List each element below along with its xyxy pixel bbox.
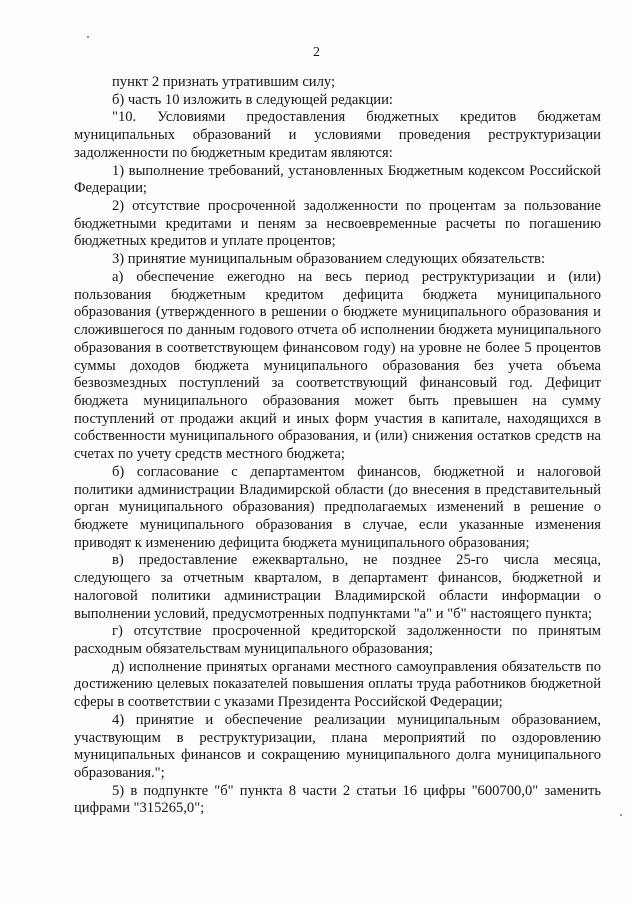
scan-speck <box>87 36 89 38</box>
paragraph: 3) принятие муниципальным образованием следующих обязательств: <box>112 251 546 268</box>
document-body <box>74 74 601 818</box>
paragraph: б) согласование с департаментом финансов, бюджетной и налоговой политики администрации Владимирской области (до внесения в представительный орган муниципального образования) предполагаемых изменений в решение о бюджете муниципального образования в случае, если указанные изменения приводят к изменению дефицита бюджета муниципального образования; <box>74 463 601 551</box>
paragraph: д) исполнение принятых органами местного самоуправления обязательств по достижению целевых показателей повышения оплаты труда работников бюджетной сферы в соответствии с указами Президента Российской Федерации; <box>74 658 601 711</box>
paragraph: 4) принятие и обеспечение реализации муниципальным образованием, участвующим в реструктуризации, плана мероприятий по оздоровлению муниципальных финансов и сокращению муниципального долга муниципального образования."; <box>74 711 601 782</box>
scan-speck <box>620 814 622 816</box>
paragraph: а) обеспечение ежегодно на весь период реструктуризации и (или) пользования бюджетным кредитом дефицита бюджета муниципального образования (утвержденного в решении о бюджете муниципального образования и сложившегося по данным годового отчета об исполнении бюджета муниципального образования в соответствующем финансовом году) на уровне не более 5 процентов суммы доходов бюджета муниципального образования без учета объема безвозмездных поступлений за соответствующий финансовый год. Дефицит бюджета муниципального образования может быть превышен на сумму поступлений от продажи акций и иных форм участия в капитале, находящихся в собственности муниципального образования, и (или) снижения остатков средств на счетах по учету средств местного бюджета; <box>74 268 601 463</box>
paragraph: 1) выполнение требований, установленных Бюджетным кодексом Российской Федерации; <box>74 162 601 197</box>
paragraph: 2) отсутствие просроченной задолженности по процентам за пользование бюджетными кредитами и пеням за несвоевременные расчеты по погашению бюджетных кредитов и уплате процентов; <box>74 198 601 250</box>
paragraph: 5) в подпункте "б" пункта 8 части 2 статьи 16 цифры "600700,0" заменить цифрами "315265,0"; <box>74 782 601 817</box>
paragraph: в) предоставление ежеквартально, не позднее 25-го числа месяца, следующего за отчетным кварталом, в департамент финансов, бюджетной и налоговой политики администрации Владимирской области информации о выполнении условий, предусмотренных подпунктами "а" и "б" настоящего пункта; <box>74 552 601 622</box>
page-number: 2 <box>313 45 320 60</box>
paragraph: г) отсутствие просроченной кредиторской задолженности по принятым расходным обязательствам муниципального образования; <box>74 623 601 657</box>
paragraph: "10. Условиями предоставления бюджетных кредитов бюджетам муниципальных образований и условиями проведения реструктуризации задолженности по бюджетным кредитам являются: <box>74 109 601 161</box>
paragraph: пункт 2 признать утратившим силу; <box>112 74 336 90</box>
paragraph: б) часть 10 изложить в следующей редакции: <box>112 91 393 108</box>
